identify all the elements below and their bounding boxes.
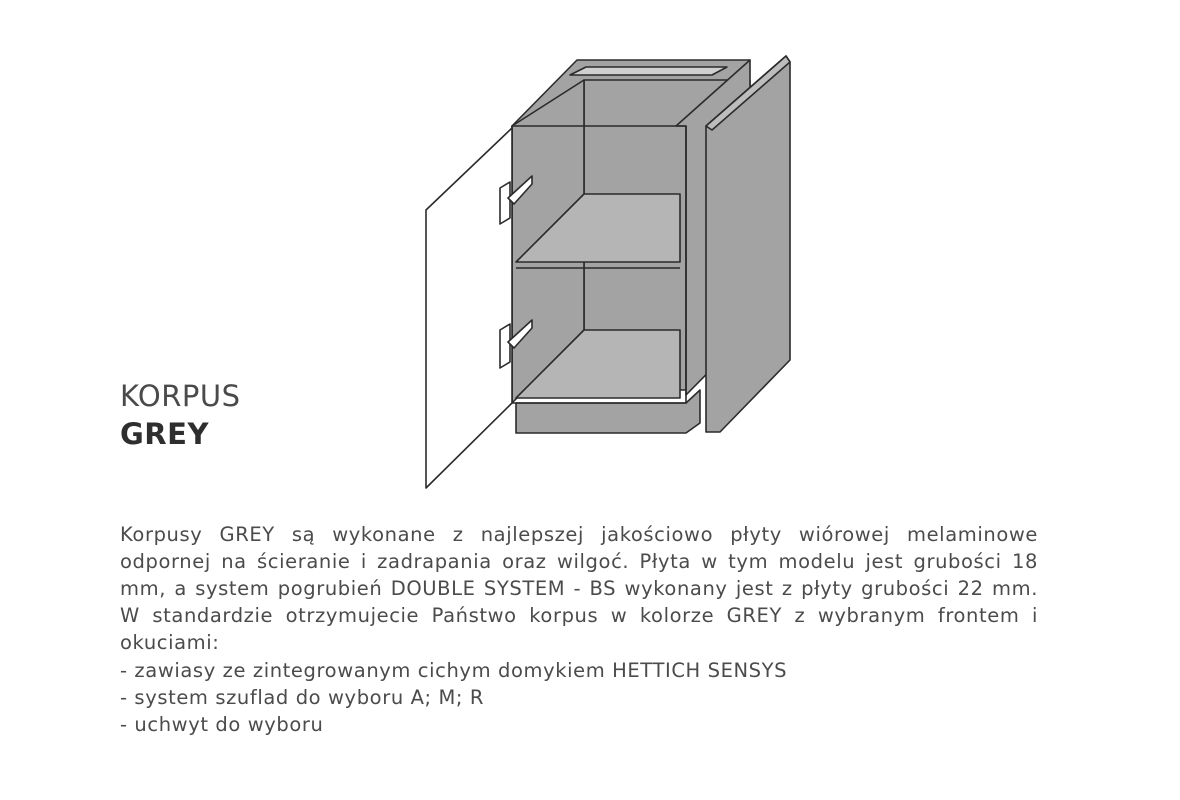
title-line-grey: GREY xyxy=(120,417,209,451)
cabinet-top-rail xyxy=(570,67,727,75)
description-paragraph: Korpusy GREY są wykonane z najlepszej jakościowo płyty wiórowej melaminowe odpornej na ścieranie i zadrapania oraz wilgoć. Płyta w tym modelu jest grubości 18 mm, a system pogrubień DOUBLE SYSTEM - BS wykonany jest z płyty grubości 22 mm. W standardzie otrzymujecie Państwo korpus w kolorze GREY z wybranym frontem i okuciami: xyxy=(120,523,1038,654)
list-item: - uchwyt do wyboru xyxy=(120,713,324,736)
cabinet-door xyxy=(426,128,512,488)
page-title xyxy=(120,378,241,454)
feature-list xyxy=(120,657,787,738)
cabinet-illustration xyxy=(415,50,815,500)
list-item: - system szuflad do wyboru A; M; R xyxy=(120,686,485,709)
title-line-korpus: KORPUS xyxy=(120,379,241,413)
list-item: - zawiasy ze zintegrowanym cichym domykiem HETTICH SENSYS xyxy=(120,659,788,682)
